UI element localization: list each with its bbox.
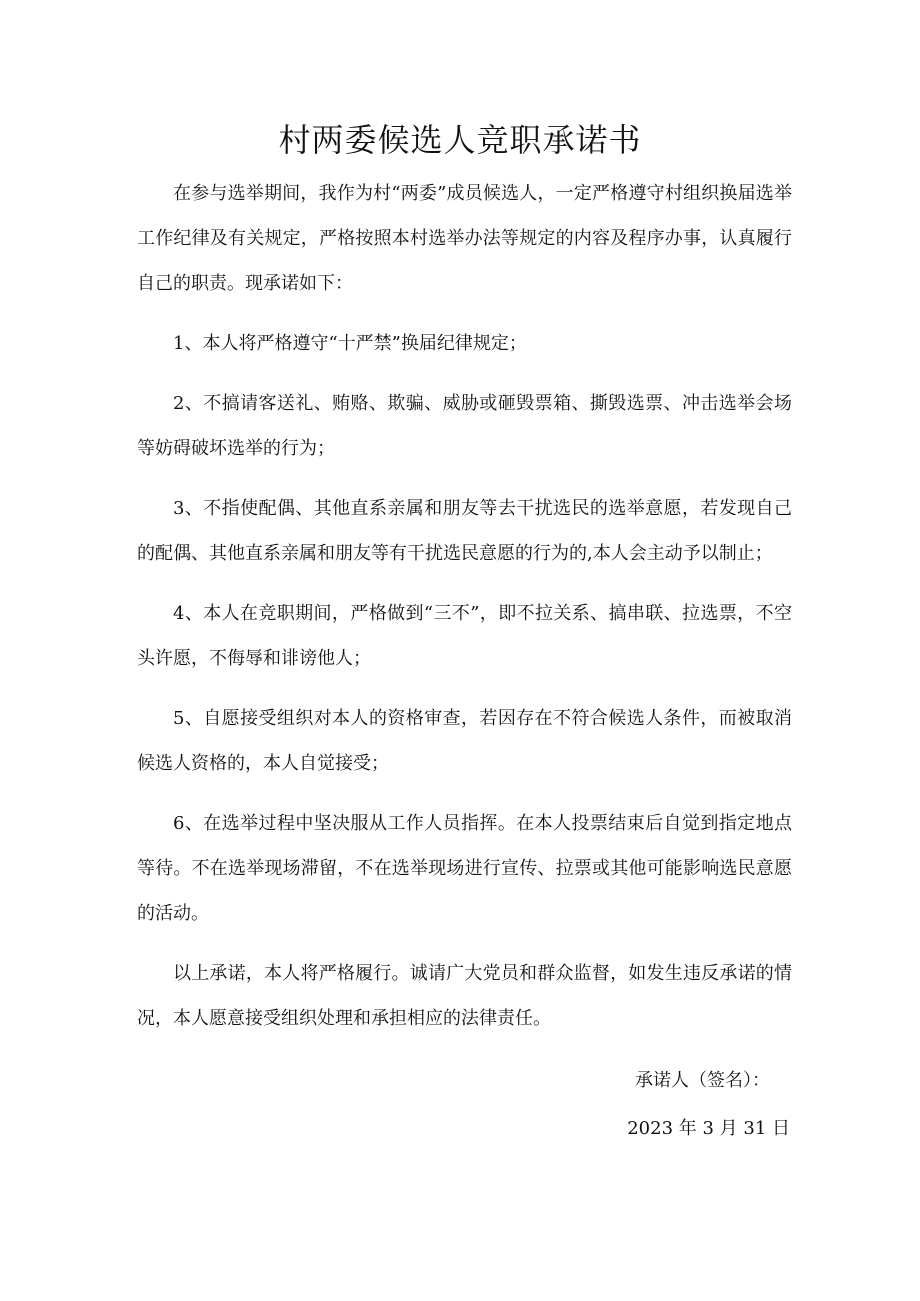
commitment-item-5: 5、自愿接受组织对本人的资格审查，若因存在不符合候选人条件，而被取消候选人资格的，本人自觉接受； (137, 708, 792, 774)
commitment-item-1: 1、本人将严格遵守“十严禁”换届纪律规定； (173, 333, 527, 354)
commitment-item-6: 6、在选举过程中坚决服从工作人员指挥。在本人投票结束后自觉到指定地点等待。不在选举现场滞留，不在选举现场进行宣传、拉票或其他可能影响选民意愿的活动。 (137, 813, 792, 924)
document-title: 村两委候选人竞职承诺书 (278, 121, 642, 159)
signature-label: 承诺人（签名）： (635, 1070, 770, 1091)
commitment-item-2: 2、不搞请客送礼、贿赂、欺骗、威胁或砸毁票箱、撕毁选票、冲击选举会场等妨碍破坏选举的行为； (137, 393, 792, 459)
intro-paragraph: 在参与选举期间，我作为村“两委”成员候选人，一定严格遵守村组织换届选举工作纪律及有关规定，严格按照本村选举办法等规定的内容及程序办事，认真履行自己的职责。现承诺如下： (137, 183, 792, 294)
commitment-item-4: 4、本人在竞职期间，严格做到“三不”，即不拉关系、搞串联、拉选票，不空头许愿，不侮辱和诽谤他人； (137, 603, 792, 669)
closing-paragraph: 以上承诺，本人将严格履行。诚请广大党员和群众监督，如发生违反承诺的情况，本人愿意接受组织处理和承担相应的法律责任。 (137, 963, 792, 1029)
document-date: 2023 年 3 月 31 日 (627, 1118, 790, 1139)
commitment-item-3: 3、不指使配偶、其他直系亲属和朋友等去干扰选民的选举意愿，若发现自己的配偶、其他直系亲属和朋友等有干扰选民意愿的行为的,本人会主动予以制止； (137, 498, 792, 564)
document-body (137, 171, 792, 1056)
